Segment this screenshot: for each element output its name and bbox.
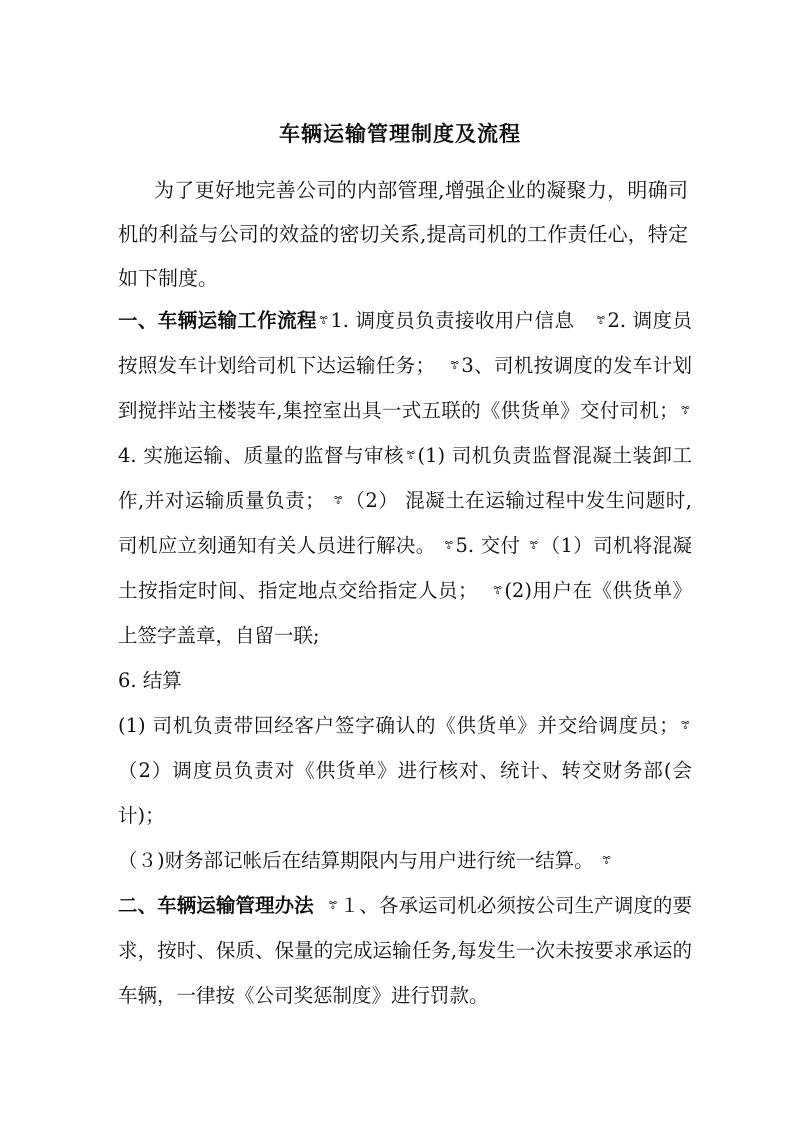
section-1-item-5-2: (2)用户在《供货单》上签字盖章，自留一联;: [118, 579, 692, 647]
section-1-item-6-heading: 6. 结算: [118, 669, 182, 692]
section-1-item-6-2: （2）调度员负责对《供货单》进行核对、统计、转交财务部(会计)；: [118, 759, 692, 827]
section-1-paragraph: [118, 298, 692, 658]
paragraph-marker-icon: ꔅ: [450, 359, 460, 372]
paragraph-marker-icon: ꔅ: [492, 584, 503, 597]
section-1-item-4-1: (1) 司机负责监督混凝土装卸工作,并对运输质量负责；: [118, 444, 692, 512]
document-body: [118, 298, 692, 1018]
intro-paragraph: 为了更好地完善公司的内部管理,增强企业的凝聚力，明确司机的利益与公司的效益的密切关系,提高司机的工作责任心，特定如下制度。: [118, 178, 688, 290]
paragraph-marker-icon: ꔅ: [318, 314, 329, 327]
section-1-item-6-paragraph: [118, 703, 692, 838]
paragraph-marker-icon: ꔅ: [406, 449, 416, 462]
section-1-item-5-heading: 5. 交付: [455, 534, 521, 557]
section-1-item-4-heading: 4. 实施运输、质量的监督与审核: [118, 444, 405, 467]
section-1-item-6-3-paragraph: [118, 838, 692, 883]
paragraph-marker-icon: ꔅ: [333, 494, 343, 507]
section-1-item-5-1: （1）司机将混凝土按指定时间、指定地点交给指定人员；: [118, 534, 692, 602]
paragraph-marker-icon: ꔅ: [328, 899, 338, 912]
section-1-item-4-2: （2） 混凝土在运输过程中发生问题时,司机应立刻通知有关人员进行解决。: [118, 489, 693, 557]
section-2-paragraph: [118, 883, 692, 1018]
paragraph-marker-icon: ꔅ: [680, 404, 690, 417]
section-1-item-6-1: (1) 司机负责带回经客户签字确认的《供货单》并交给调度员；: [118, 714, 679, 737]
paragraph-marker-icon: ꔅ: [601, 854, 612, 867]
section-2-item-1: １、各承运司机必须按公司生产调度的要求，按时、保质、保量的完成运输任务,每发生一次未按要求承运的车辆，一律按《公司奖惩制度》进行罚款。: [118, 894, 692, 1007]
section-2-heading: 二、车辆运输管理办法: [118, 894, 314, 917]
paragraph-marker-icon: ꔅ: [444, 539, 454, 552]
section-1-item-1: 1. 调度员负责接收用户信息: [330, 309, 575, 332]
section-1-item-6-3: （３)财务部记帐后在结算期限内与用户进行统一结算。: [118, 849, 594, 872]
section-1-heading: 一、车辆运输工作流程: [118, 309, 317, 332]
document-title: 车辆运输管理制度及流程: [279, 121, 521, 146]
section-1-item-2: 2. 调度员按照发车计划给司机下达运输任务；: [118, 309, 692, 377]
paragraph-marker-icon: ꔅ: [680, 719, 690, 732]
section-1-item-3: 3、司机按调度的发车计划到搅拌站主楼装车,集控室出具一式五联的《供货单》交付司机；: [118, 354, 692, 422]
paragraph-marker-icon: ꔅ: [596, 314, 606, 327]
paragraph-marker-icon: ꔅ: [528, 539, 539, 552]
